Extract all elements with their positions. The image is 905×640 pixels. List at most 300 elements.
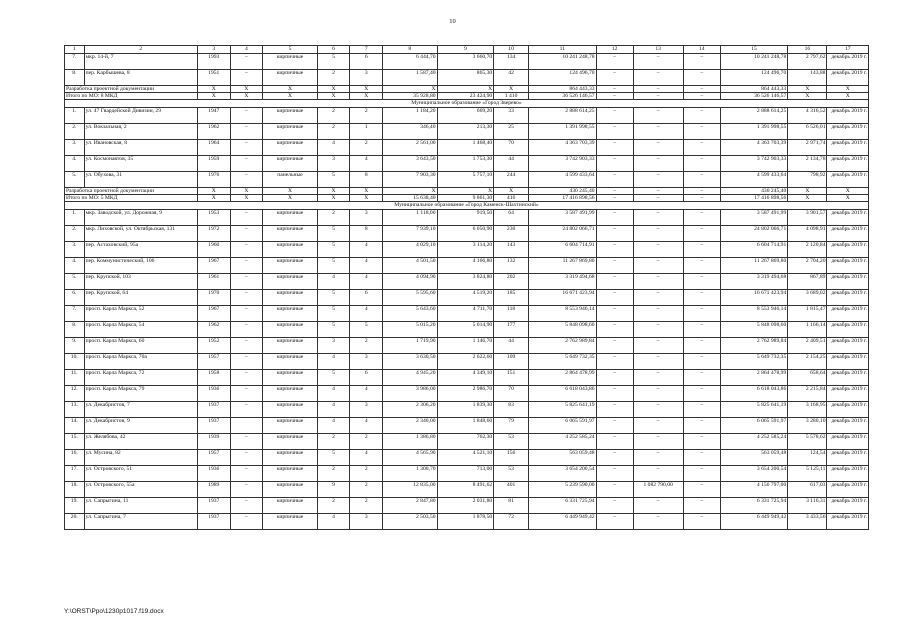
row-number: 15. bbox=[65, 434, 85, 450]
residential-area: 2 622,60 bbox=[437, 354, 494, 370]
regional-funds: – bbox=[633, 108, 683, 124]
completion-date: декабрь 2019 г. bbox=[827, 156, 869, 172]
local-funds: – bbox=[683, 434, 720, 450]
specific-cost: 2 134,78 bbox=[788, 156, 827, 172]
owners-funds: 6 449 949,42 bbox=[720, 514, 788, 530]
floors: 9 bbox=[317, 482, 350, 498]
address: просп. Карла Маркса, 79 bbox=[84, 386, 197, 402]
row-number: 8. bbox=[65, 70, 85, 86]
entrances: 4 bbox=[350, 418, 383, 434]
residents: 72 bbox=[494, 514, 529, 530]
column-number: 10 bbox=[494, 46, 529, 54]
residential-area: 1 848,60 bbox=[437, 418, 494, 434]
summary-value: X bbox=[827, 195, 869, 202]
summary-value: X bbox=[263, 188, 317, 195]
summary-value: – bbox=[633, 93, 683, 100]
residential-area: 669,20 bbox=[437, 108, 494, 124]
municipality-title: Муниципальное образование «Город Каменск-Шахтинский» bbox=[65, 202, 869, 210]
federal-funds: – bbox=[596, 418, 633, 434]
floors: 2 bbox=[317, 210, 350, 226]
table-row bbox=[65, 156, 869, 172]
wall-material: кирпичные bbox=[263, 108, 317, 124]
federal-funds: – bbox=[596, 242, 633, 258]
row-number: 9. bbox=[65, 338, 85, 354]
entrances: 4 bbox=[350, 386, 383, 402]
column-number: 8 bbox=[383, 46, 437, 54]
year-renovated: – bbox=[230, 274, 263, 290]
summary-value: X bbox=[263, 86, 317, 93]
row-number: 2. bbox=[65, 226, 85, 242]
residents: 185 bbox=[494, 290, 529, 306]
total-area: 7 939,10 bbox=[383, 226, 437, 242]
entrances: 3 bbox=[350, 514, 383, 530]
regional-funds: – bbox=[633, 54, 683, 70]
entrances: 4 bbox=[350, 258, 383, 274]
wall-material: панельные bbox=[263, 172, 317, 188]
table-row bbox=[65, 338, 869, 354]
entrances: 2 bbox=[350, 466, 383, 482]
total-area: 2 847,80 bbox=[383, 498, 437, 514]
federal-funds: – bbox=[596, 434, 633, 450]
completion-date: декабрь 2019 г. bbox=[827, 450, 869, 466]
floors: 5 bbox=[317, 242, 350, 258]
table-row bbox=[65, 370, 869, 386]
total-cost: 6 449 949,42 bbox=[529, 514, 597, 530]
wall-material: кирпичные bbox=[263, 482, 317, 498]
local-funds: – bbox=[683, 274, 720, 290]
residential-area: 1 878,50 bbox=[437, 514, 494, 530]
address: ул. Мусина, 82 bbox=[84, 450, 197, 466]
owners-funds: 1 391 998,55 bbox=[720, 124, 788, 140]
total-area: 5 595,60 bbox=[383, 290, 437, 306]
total-area: 1 184,20 bbox=[383, 108, 437, 124]
summary-value: – bbox=[596, 86, 633, 93]
table-row bbox=[65, 514, 869, 530]
residents: 151 bbox=[494, 370, 529, 386]
local-funds: – bbox=[683, 242, 720, 258]
year-renovated: – bbox=[230, 258, 263, 274]
entrances: 4 bbox=[350, 306, 383, 322]
regional-funds: – bbox=[633, 172, 683, 188]
address: просп. Карла Маркса, 70а bbox=[84, 354, 197, 370]
completion-date: декабрь 2019 г. bbox=[827, 274, 869, 290]
residential-area: 3 114,20 bbox=[437, 242, 494, 258]
table-row bbox=[65, 258, 869, 274]
year-built: 1947 bbox=[197, 108, 230, 124]
entrances: 2 bbox=[350, 498, 383, 514]
address: пер. Коммунистический, 106 bbox=[84, 258, 197, 274]
address: пер. Астаховский, 95а bbox=[84, 242, 197, 258]
residential-area: 762,30 bbox=[437, 434, 494, 450]
entrances: 4 bbox=[350, 156, 383, 172]
column-number: 6 bbox=[317, 46, 350, 54]
address: ул. Желябова, 42 bbox=[84, 434, 197, 450]
completion-date: декабрь 2019 г. bbox=[827, 54, 869, 70]
local-funds: – bbox=[683, 70, 720, 86]
federal-funds: – bbox=[596, 466, 633, 482]
summary-value: X bbox=[350, 195, 383, 202]
year-renovated: – bbox=[230, 402, 263, 418]
owners-funds: 5 848 098,60 bbox=[720, 322, 788, 338]
owners-funds: 5 825 641,19 bbox=[720, 402, 788, 418]
column-number: 4 bbox=[230, 46, 263, 54]
year-renovated: – bbox=[230, 386, 263, 402]
specific-cost: 4 316,52 bbox=[788, 108, 827, 124]
table-row bbox=[65, 386, 869, 402]
specific-cost: 3 280,10 bbox=[788, 418, 827, 434]
owners-funds: 5 649 732,35 bbox=[720, 354, 788, 370]
address: ул. Вокзальная, 2 bbox=[84, 124, 197, 140]
summary-value: X bbox=[263, 93, 317, 100]
column-number: 16 bbox=[788, 46, 827, 54]
total-cost: 124 496,70 bbox=[529, 70, 597, 86]
row-number: 17. bbox=[65, 466, 85, 482]
local-funds: – bbox=[683, 450, 720, 466]
total-area: 1 386,80 bbox=[383, 434, 437, 450]
year-built: 1953 bbox=[197, 210, 230, 226]
federal-funds: – bbox=[596, 386, 633, 402]
address: ул. Сапрыгина, 11 bbox=[84, 498, 197, 514]
total-cost: 5 825 641,19 bbox=[529, 402, 597, 418]
specific-cost: 798,92 bbox=[788, 172, 827, 188]
residential-area: 3 660,70 bbox=[437, 54, 494, 70]
summary-value: 9 861,30 bbox=[437, 195, 494, 202]
owners-funds: 8 553 946,14 bbox=[720, 306, 788, 322]
federal-funds: – bbox=[596, 156, 633, 172]
floors: 5 bbox=[317, 226, 350, 242]
residents: 25 bbox=[494, 124, 529, 140]
residents: 53 bbox=[494, 466, 529, 482]
federal-funds: – bbox=[596, 172, 633, 188]
completion-date: декабрь 2019 г. bbox=[827, 124, 869, 140]
entrances: 2 bbox=[350, 482, 383, 498]
floors: 2 bbox=[317, 108, 350, 124]
residents: 156 bbox=[494, 450, 529, 466]
residential-area: 5 014,90 bbox=[437, 322, 494, 338]
residential-area: 4 519,20 bbox=[437, 290, 494, 306]
table-row bbox=[65, 482, 869, 498]
total-area: 5 015,20 bbox=[383, 322, 437, 338]
wall-material: кирпичные bbox=[263, 226, 317, 242]
residents: 44 bbox=[494, 156, 529, 172]
floors: 4 bbox=[317, 386, 350, 402]
footer-file-path: Y:\ORST\Ppo\1230p1017.f19.docx bbox=[64, 608, 164, 615]
municipality-header-row bbox=[65, 202, 869, 210]
column-number: 15 bbox=[720, 46, 788, 54]
row-number: 6. bbox=[65, 290, 85, 306]
entrances: 5 bbox=[350, 322, 383, 338]
summary-value: – bbox=[633, 195, 683, 202]
year-renovated: – bbox=[230, 54, 263, 70]
summary-value: X bbox=[197, 93, 230, 100]
owners-funds: 2 888 614,25 bbox=[720, 108, 788, 124]
total-cost: 1 391 998,55 bbox=[529, 124, 597, 140]
summary-value: 864 443,33 bbox=[529, 86, 597, 93]
entrances: 4 bbox=[350, 242, 383, 258]
year-built: 1937 bbox=[197, 418, 230, 434]
residential-area: 4 166,80 bbox=[437, 258, 494, 274]
table-row bbox=[65, 306, 869, 322]
row-number: 11. bbox=[65, 370, 85, 386]
row-number: 7. bbox=[65, 306, 85, 322]
summary-value: – bbox=[633, 86, 683, 93]
total-cost: 5 649 732,35 bbox=[529, 354, 597, 370]
owners-funds: 6 618 043,86 bbox=[720, 386, 788, 402]
residential-area: 213,30 bbox=[437, 124, 494, 140]
federal-funds: – bbox=[596, 140, 633, 156]
entrances: 3 bbox=[350, 402, 383, 418]
column-number-row bbox=[65, 46, 869, 54]
federal-funds: – bbox=[596, 514, 633, 530]
specific-cost: 2 797,62 bbox=[788, 54, 827, 70]
year-built: 1976 bbox=[197, 172, 230, 188]
completion-date: декабрь 2019 г. bbox=[827, 498, 869, 514]
specific-cost: 4 098,91 bbox=[788, 226, 827, 242]
federal-funds: – bbox=[596, 258, 633, 274]
summary-value: – bbox=[596, 93, 633, 100]
wall-material: кирпичные bbox=[263, 274, 317, 290]
federal-funds: – bbox=[596, 226, 633, 242]
floors: 5 bbox=[317, 450, 350, 466]
address: просп. Карла Маркса, 54 bbox=[84, 322, 197, 338]
specific-cost: 3 901,57 bbox=[788, 210, 827, 226]
summary-value: X bbox=[230, 188, 263, 195]
completion-date: декабрь 2019 г. bbox=[827, 70, 869, 86]
summary-label: Итого по МО: 8 МКД bbox=[65, 93, 198, 100]
total-area: 4 565,90 bbox=[383, 450, 437, 466]
address: просп. Карла Маркса, 52 bbox=[84, 306, 197, 322]
wall-material: кирпичные bbox=[263, 370, 317, 386]
summary-value: – bbox=[683, 195, 720, 202]
row-number: 16. bbox=[65, 450, 85, 466]
federal-funds: – bbox=[596, 450, 633, 466]
residential-area: 5 757,10 bbox=[437, 172, 494, 188]
total-area: 5 643,60 bbox=[383, 306, 437, 322]
floors: 3 bbox=[317, 156, 350, 172]
total-area: 3 986,00 bbox=[383, 386, 437, 402]
column-number: 3 bbox=[197, 46, 230, 54]
address: просп. Карла Маркса, 72 bbox=[84, 370, 197, 386]
specific-cost: 1 166,14 bbox=[788, 322, 827, 338]
year-renovated: – bbox=[230, 338, 263, 354]
owners-funds: 3 319 494,68 bbox=[720, 274, 788, 290]
row-number: 1. bbox=[65, 108, 85, 124]
address: ул. Островского, 51 bbox=[84, 466, 197, 482]
table-row bbox=[65, 322, 869, 338]
row-number: 3. bbox=[65, 140, 85, 156]
summary-value: – bbox=[683, 188, 720, 195]
total-area: 1 300,70 bbox=[383, 466, 437, 482]
regional-funds: – bbox=[633, 124, 683, 140]
row-number: 1. bbox=[65, 210, 85, 226]
total-cost: 8 553 946,14 bbox=[529, 306, 597, 322]
total-area: 6 444,70 bbox=[383, 54, 437, 70]
row-number: 14. bbox=[65, 418, 85, 434]
regional-funds: – bbox=[633, 514, 683, 530]
residents: 143 bbox=[494, 242, 529, 258]
completion-date: декабрь 2019 г. bbox=[827, 466, 869, 482]
year-renovated: – bbox=[230, 226, 263, 242]
summary-value: X bbox=[788, 195, 827, 202]
table-row bbox=[65, 466, 869, 482]
summary-value: X bbox=[827, 188, 869, 195]
total-cost: 3 587 491,99 bbox=[529, 210, 597, 226]
table-row bbox=[65, 354, 869, 370]
local-funds: – bbox=[683, 156, 720, 172]
floors: 4 bbox=[317, 402, 350, 418]
summary-value: 23 424,90 bbox=[437, 93, 494, 100]
year-renovated: – bbox=[230, 466, 263, 482]
table-row bbox=[65, 290, 869, 306]
regional-funds: – bbox=[633, 226, 683, 242]
completion-date: декабрь 2019 г. bbox=[827, 370, 869, 386]
owners-funds: 3 654 200,54 bbox=[720, 466, 788, 482]
completion-date: декабрь 2019 г. bbox=[827, 418, 869, 434]
summary-value: 1 410 bbox=[494, 93, 529, 100]
total-cost: 3 742 903,33 bbox=[529, 156, 597, 172]
residential-area: 1 468,40 bbox=[437, 140, 494, 156]
summary-value: X bbox=[437, 86, 494, 93]
regional-funds: – bbox=[633, 498, 683, 514]
residents: 132 bbox=[494, 258, 529, 274]
total-area: 2 340,00 bbox=[383, 418, 437, 434]
total-area: 1 719,90 bbox=[383, 338, 437, 354]
federal-funds: – bbox=[596, 70, 633, 86]
owners-funds: 6 065 591,97 bbox=[720, 418, 788, 434]
entrances: 2 bbox=[350, 108, 383, 124]
wall-material: кирпичные bbox=[263, 210, 317, 226]
summary-label: Разработка проектной документации bbox=[65, 86, 198, 93]
total-area: 3 630,50 bbox=[383, 354, 437, 370]
total-area: 4 029,10 bbox=[383, 242, 437, 258]
entrances: 8 bbox=[350, 226, 383, 242]
year-built: 1989 bbox=[197, 482, 230, 498]
residential-area: 4 349,10 bbox=[437, 370, 494, 386]
floors: 2 bbox=[317, 70, 350, 86]
residents: 53 bbox=[494, 434, 529, 450]
total-area: 1 587,40 bbox=[383, 70, 437, 86]
completion-date: декабрь 2019 г. bbox=[827, 338, 869, 354]
owners-funds: 124 496,70 bbox=[720, 70, 788, 86]
total-area: 2 503,50 bbox=[383, 514, 437, 530]
completion-date: декабрь 2019 г. bbox=[827, 258, 869, 274]
local-funds: – bbox=[683, 370, 720, 386]
summary-value: 36 526 146,57 bbox=[720, 93, 788, 100]
regional-funds: – bbox=[633, 322, 683, 338]
year-renovated: – bbox=[230, 354, 263, 370]
address: пер. Крупской, 64 bbox=[84, 290, 197, 306]
specific-cost: 3 168,95 bbox=[788, 402, 827, 418]
regional-funds: – bbox=[633, 434, 683, 450]
wall-material: кирпичные bbox=[263, 290, 317, 306]
table-body bbox=[65, 54, 869, 530]
entrances: 8 bbox=[350, 172, 383, 188]
address: мкр. Лиховской, ул. Октябрьская, 131 bbox=[84, 226, 197, 242]
row-number: 2. bbox=[65, 124, 85, 140]
residential-area: 2 986,70 bbox=[437, 386, 494, 402]
completion-date: декабрь 2019 г. bbox=[827, 514, 869, 530]
wall-material: кирпичные bbox=[263, 322, 317, 338]
summary-value: X bbox=[317, 93, 350, 100]
address: ул. Островского, 55а bbox=[84, 482, 197, 498]
year-built: 1958 bbox=[197, 370, 230, 386]
completion-date: декабрь 2019 г. bbox=[827, 322, 869, 338]
row-number: 13. bbox=[65, 402, 85, 418]
year-built: 1937 bbox=[197, 514, 230, 530]
summary-value: X bbox=[494, 86, 529, 93]
local-funds: – bbox=[683, 402, 720, 418]
specific-cost: 2 120,84 bbox=[788, 242, 827, 258]
wall-material: кирпичные bbox=[263, 140, 317, 156]
table-row bbox=[65, 54, 869, 70]
total-area: 1 118,00 bbox=[383, 210, 437, 226]
local-funds: – bbox=[683, 322, 720, 338]
table-row bbox=[65, 108, 869, 124]
table-row bbox=[65, 418, 869, 434]
column-number: 9 bbox=[437, 46, 494, 54]
wall-material: кирпичные bbox=[263, 450, 317, 466]
floors: 4 bbox=[317, 514, 350, 530]
residents: 230 bbox=[494, 226, 529, 242]
summary-value: X bbox=[263, 195, 317, 202]
floors: 4 bbox=[317, 418, 350, 434]
floors: 2 bbox=[317, 498, 350, 514]
wall-material: кирпичные bbox=[263, 242, 317, 258]
wall-material: кирпичные bbox=[263, 124, 317, 140]
regional-funds: – bbox=[633, 140, 683, 156]
local-funds: – bbox=[683, 226, 720, 242]
residential-area: 2 031,80 bbox=[437, 498, 494, 514]
address: ул. Обухова, 31 bbox=[84, 172, 197, 188]
row-number: 3. bbox=[65, 242, 85, 258]
total-cost: 5 239 590,00 bbox=[529, 482, 597, 498]
residential-area: 1 839,30 bbox=[437, 402, 494, 418]
residential-area: 1 753,30 bbox=[437, 156, 494, 172]
address: ул. 47 Гвардейской Дивизии, 29 bbox=[84, 108, 197, 124]
summary-value: – bbox=[683, 93, 720, 100]
regional-funds: – bbox=[633, 402, 683, 418]
entrances: 4 bbox=[350, 274, 383, 290]
row-number: 19. bbox=[65, 498, 85, 514]
specific-cost: 2 154,25 bbox=[788, 354, 827, 370]
federal-funds: – bbox=[596, 290, 633, 306]
specific-cost: 143,88 bbox=[788, 70, 827, 86]
regional-funds: – bbox=[633, 70, 683, 86]
residents: 42 bbox=[494, 70, 529, 86]
total-cost: 2 864 478,99 bbox=[529, 370, 597, 386]
regional-funds: – bbox=[633, 290, 683, 306]
table-row bbox=[65, 70, 869, 86]
total-cost: 6 065 591,97 bbox=[529, 418, 597, 434]
federal-funds: – bbox=[596, 354, 633, 370]
floors: 4 bbox=[317, 274, 350, 290]
residents: 134 bbox=[494, 54, 529, 70]
floors: 2 bbox=[317, 434, 350, 450]
floors: 4 bbox=[317, 354, 350, 370]
local-funds: – bbox=[683, 258, 720, 274]
residential-area: 3 824,80 bbox=[437, 274, 494, 290]
summary-value: – bbox=[683, 86, 720, 93]
address: пер. Карбышева, 8 bbox=[84, 70, 197, 86]
completion-date: декабрь 2019 г. bbox=[827, 242, 869, 258]
federal-funds: – bbox=[596, 482, 633, 498]
local-funds: – bbox=[683, 172, 720, 188]
specific-cost: 2 409,51 bbox=[788, 338, 827, 354]
completion-date: декабрь 2019 г. bbox=[827, 226, 869, 242]
regional-funds: – bbox=[633, 370, 683, 386]
entrances: 6 bbox=[350, 54, 383, 70]
residents: 33 bbox=[494, 108, 529, 124]
